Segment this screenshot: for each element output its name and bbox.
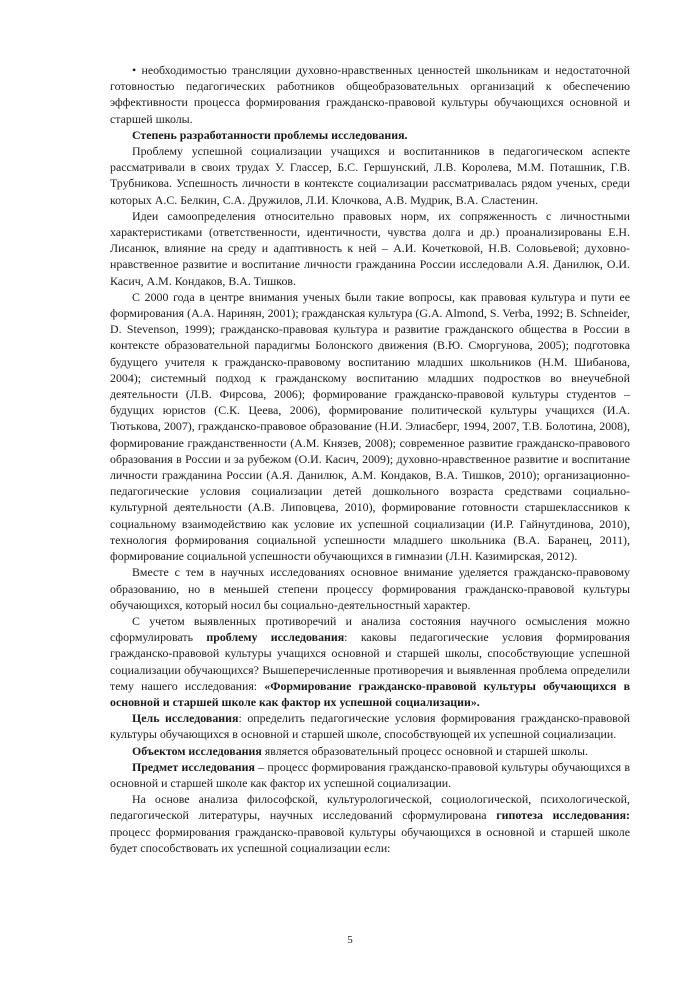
paragraph: Идеи самоопределения относительно правовых норм, их сопряженность с личностными характеристиками (ответственности, идентичности, чувства долга и др.) проанализированы Е.Н. Лисанюк, влияние на среду и адаптивность к ней – А.И. Кочетковой, Н.В. Соловьевой; духовно-нравственное развитие и воспитание личности гражданина России исследовали А.Я. Данилюк, О.И. Касич, А.М. Кондаков, В.А. Тишков. bbox=[110, 208, 630, 288]
paragraph-object bbox=[110, 743, 630, 759]
paragraph: Вместе с тем в научных исследованиях основное внимание уделяется гражданско-правовому образованию, но в меньшей степени процессу формирования гражданско-правовой культуры обучающихся, который носил бы социально-деятельностный характер. bbox=[110, 565, 630, 612]
text-run: На основе анализа философской, культурологической, социологической, психологической, педагогической литературы, научных исследований сформулирована bbox=[110, 792, 630, 823]
text-run: : определить педагогические условия формирования гражданско-правовой культуры обучающихся в основной и старшей школе, способствующей их успешной социализации. bbox=[110, 711, 630, 742]
bold-term: проблему исследования bbox=[206, 630, 345, 645]
paragraph-bullet: • необходимостью трансляции духовно-нравственных ценностей школьникам и недостаточной готовностью педагогических работников общеобразовательных организаций к обеспечению эффективности процесса формирования гражданско-правовой культуры обучающихся основной и старшей школы. bbox=[110, 63, 630, 126]
paragraph-hypothesis bbox=[110, 791, 630, 856]
paragraph: Проблему успешной социализации учащихся и воспитанников в педагогическом аспекте рассматривали в своих трудах У. Глассер, Б.С. Гершунский, Л.В. Королева, М.М. Поташник, Г.В. Трубникова. Успешность личности в контексте социализации рассматривалась рядом ученых, среди которых А.С. Белкин, С.А. Дружилов, Л.И. Клочкова, А.В. Мудрик, В.А. Сластенин. bbox=[110, 144, 630, 207]
text-run: – процесс формирования гражданско-правовой культуры обучающихся в основной и старшей школе как фактор их успешной социализации. bbox=[110, 759, 630, 790]
document-page bbox=[110, 62, 630, 856]
section-heading: Степень разработанности проблемы исследования. bbox=[132, 127, 408, 142]
paragraph-problem bbox=[110, 613, 630, 710]
bold-term: Предмет исследования bbox=[132, 759, 255, 774]
paragraph: С 2000 года в центре внимания ученых были такие вопросы, как правовая культура и пути ее формирования (А.А. Наринян, 2001); гражданская культура (G.A. Almond, S. Verba, 1992; B. Schneider, D. Stevenson, 1999); гражданско-правовая культура и развитие гражданского общества в России в контексте образовательной парадигмы Болонского движения (В.Ю. Сморгунова, 2005); подготовка будущего учителя к гражданско-правовому воспитанию младших школьников (Н.М. Шибанова, 2004); системный подход к гражданскому воспитанию младших подростков во внеучебной деятельности (Л.В. Фирсова, 2006); формирование гражданско-правовой культуры студентов – будущих юристов (С.К. Цеева, 2006), формирование политической культуры учащихся (И.А. Тютькова, 2007), гражданско-правовое образование (Н.И. Элиасберг, 1994, 2007, Т.В. Болотина, 2008), формирование гражданственности (А.М. Князев, 2008); современное развитие гражданско-правового образования в России и за рубежом (О.И. Касич, 2009); духовно-нравственное развитие и воспитание личности гражданина России (А.Я. Данилюк, А.М. Кондаков, В.А. Тишков, 2010); организационно-педагогические условия социализации детей дошкольного возраста средствами социально-культурной деятельности (А.В. Липовцева, 2010), формирование готовности старшеклассников к социальному взаимодействию как условие их успешной социализации (И.Р. Гайнутдинова, 2010), технология формирования социальной успешности младшего школьника (В.А. Баранец, 2011), формирование социальной успешности обучающихся в гимназии (Л.Н. Казимирская, 2012). bbox=[110, 289, 630, 564]
paragraph-goal bbox=[110, 710, 630, 742]
text-run: : каковы педагогические условия формирования гражданско-правовой культуры учащихся основной и старшей школы, способствующие успешной социализации обучающихся? Вышеперечисленные противоречия и выявленная проблема определили тему нашего исследования: bbox=[110, 630, 631, 693]
text-run: процесс формирования гражданско-правовой культуры обучающихся в основной и старшей школе будет способствовать их успешной социализации если: bbox=[110, 824, 630, 855]
page-number: 5 bbox=[347, 934, 353, 946]
bold-term: гипотеза исследования: bbox=[496, 808, 630, 823]
bold-term: Цель исследования bbox=[132, 711, 239, 726]
paragraph-subject bbox=[110, 759, 630, 791]
research-topic: «Формирование гражданско-правовой культуры обучающихся в основной и старшей школе как фактор их успешной социализации». bbox=[110, 678, 630, 709]
text-run: является образовательный процесс основной и старшей школы. bbox=[261, 743, 588, 758]
text-run: С учетом выявленных противоречий и анализа состояния научного осмысления можно сформулировать bbox=[110, 613, 630, 645]
bold-term: Объектом исследования bbox=[132, 743, 262, 758]
